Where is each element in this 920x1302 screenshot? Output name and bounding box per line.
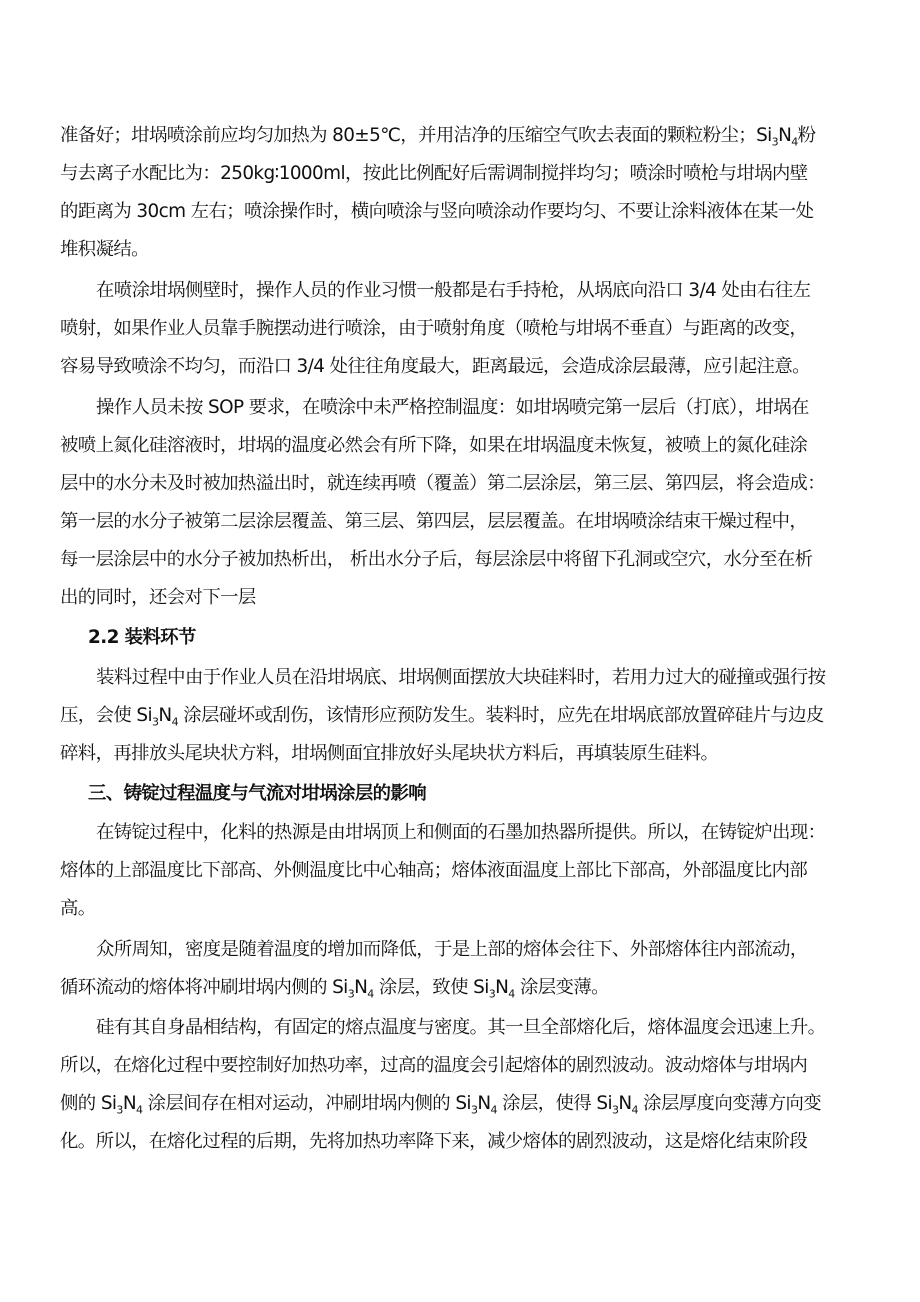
subscript: 3 [116,1103,123,1117]
text-run: N [354,977,368,998]
text-run: 装料过程中由于作业人员在沿坩埚底、坩埚侧面摆放大块硅料时，若用力过大的碰撞或强行按 [96,667,826,688]
text-line [60,976,609,1007]
subscript: 4 [490,1103,497,1117]
text-run: 容易导致喷涂不均匀，而沿口 3/4 处往往角度最大，距离最远，会造成涂层最薄，应引起注意。 [60,356,810,377]
subscript: 4 [791,135,798,149]
text-run: N [495,977,509,998]
text-line [60,434,807,458]
text-line [60,238,149,262]
subscript: 4 [508,987,515,1001]
text-run: 循环流动的熔体将冲刷坩埚内侧的 Si [60,977,348,998]
subscript: 4 [367,987,374,1001]
subscript: 3 [347,987,355,1001]
text-run: 涂层，使得 Si [496,1093,612,1114]
text-run: 高。 [60,898,96,919]
text-line [96,279,810,303]
subscript: 3 [771,135,779,149]
text-run: 涂层碰坏或刮伤，该情形应预防发生。装料时，应先在坩埚底部放置碎硅片与边皮 [177,705,824,726]
text-run: 涂层间存在相对运动，冲刷坩埚内侧的 Si [142,1093,471,1114]
text-line [96,396,809,420]
text-line [60,548,812,572]
text-run: 熔体的上部温度比下部高、外侧温度比中心轴高；熔体液面温度上部比下部高，外部温度比内部 [60,860,808,881]
text-run: N [158,705,172,726]
subscript: 3 [611,1103,619,1117]
subscript: 4 [171,715,178,729]
text-run: 被喷上氮化硅溶液时，坩埚的温度必然会有所下降，如果在坩埚温度未恢复，被喷上的氮化硅涂 [60,435,808,456]
text-line [60,317,807,341]
text-run: 粉 [797,125,816,146]
text-line [96,821,825,845]
text-run: N [477,1093,491,1114]
text-line [60,1054,807,1078]
text-run: 出的同时，还会对下一层 [60,587,256,608]
text-run: 压，会使 Si [60,705,152,726]
text-line [60,124,815,155]
text-run: 侧的 Si [60,1093,117,1114]
text-run: 堆积凝结。 [60,239,149,260]
text-run: 所以，在熔化过程中要控制好加热功率，过高的温度会引起熔体的剧烈波动。波动熔体与坩埚内 [60,1055,808,1076]
text-line [60,200,813,224]
subscript: 3 [488,987,496,1001]
text-line [60,162,808,186]
text-line [60,742,718,766]
subscript: 3 [470,1103,478,1117]
text-line [60,510,807,534]
text-run: 的距离为 30cm 左右；喷涂操作时，横向喷涂与竖向喷涂动作要均匀、不要让涂料液体在某一处 [60,201,814,222]
text-line [60,859,807,883]
text-run: 准备好；坩埚喷涂前应均匀加热为 80±5℃，并用洁净的压缩空气吹去表面的颗粒粉尘；Si [60,125,772,146]
text-run: 层中的水分未及时被加热溢出时，就连续再喷（覆盖）第二层涂层，第三层、第四层，将会造成： [60,473,825,494]
text-run: 化。所以，在熔化过程的后期，先将加热功率降下来，减少熔体的剧烈波动，这是熔化结束阶段 [60,1131,808,1152]
text-run: 在铸锭过程中，化料的热源是由坩埚顶上和侧面的石墨加热器所提供。所以，在铸锭炉出现： [96,822,826,843]
text-line [96,938,808,962]
text-run: N [122,1093,136,1114]
text-run: 涂层厚度向变薄方向变 [637,1093,822,1114]
text-run: 每一层涂层中的水分子被加热析出， 析出水分子后，每层涂层中将留下孔洞或空穴，水分至在析 [60,549,813,570]
text-line [96,1016,825,1040]
text-run: 众所周知，密度是随着温度的增加而降低，于是上部的熔体会往下、外部熔体往内部流动， [96,939,808,960]
heading-text: 三、铸锭过程温度与气流对坩埚涂层的影响 [88,783,427,804]
text-run: 喷射，如果作业人员靠手腕摆动进行喷涂，由于喷射角度（喷枪与坩埚不垂直）与距离的改变， [60,318,808,339]
subscript: 3 [152,715,159,729]
subscript: 4 [136,1103,143,1117]
text-line [60,1130,807,1154]
text-run: 第一层的水分子被第二层涂层覆盖、第三层、第四层，层层覆盖。在坩埚喷涂结束干燥过程中， [60,511,808,532]
text-run: 在喷涂坩埚侧壁时，操作人员的作业习惯一般都是右手持枪，从埚底向沿口 3/4 处由右往左 [96,280,811,301]
text-run: N [618,1093,632,1114]
text-run: 硅有其自身晶相结构，有固定的熔点温度与密度。其一旦全部熔化后，熔体温度会迅速上升。 [96,1017,826,1038]
text-run: 涂层，致使 Si [373,977,489,998]
text-line [60,704,824,735]
text-line [96,666,825,690]
text-line [60,472,825,496]
text-line [60,355,810,379]
text-run: 涂层变薄。 [514,977,609,998]
text-line [60,586,256,610]
text-run: 碎料，再排放头尾块状方料，坩埚侧面宜排放好头尾块状方料后，再填装原生硅料。 [60,743,719,764]
text-run: 操作人员未按 SOP 要求，在喷涂中未严格控制温度：如坩埚喷完第一层后（打底），坩埚在 [96,397,809,418]
text-line [60,897,96,921]
heading-text: 2.2 装料环节 [88,627,196,648]
text-line [60,1092,821,1123]
subscript: 4 [631,1103,638,1117]
text-run: N [778,125,792,146]
text-run: 与去离子水配比为：250kg∶1000ml，按此比例配好后需调制搅拌均匀；喷涂时喷枪与坩埚内壁 [60,163,808,184]
